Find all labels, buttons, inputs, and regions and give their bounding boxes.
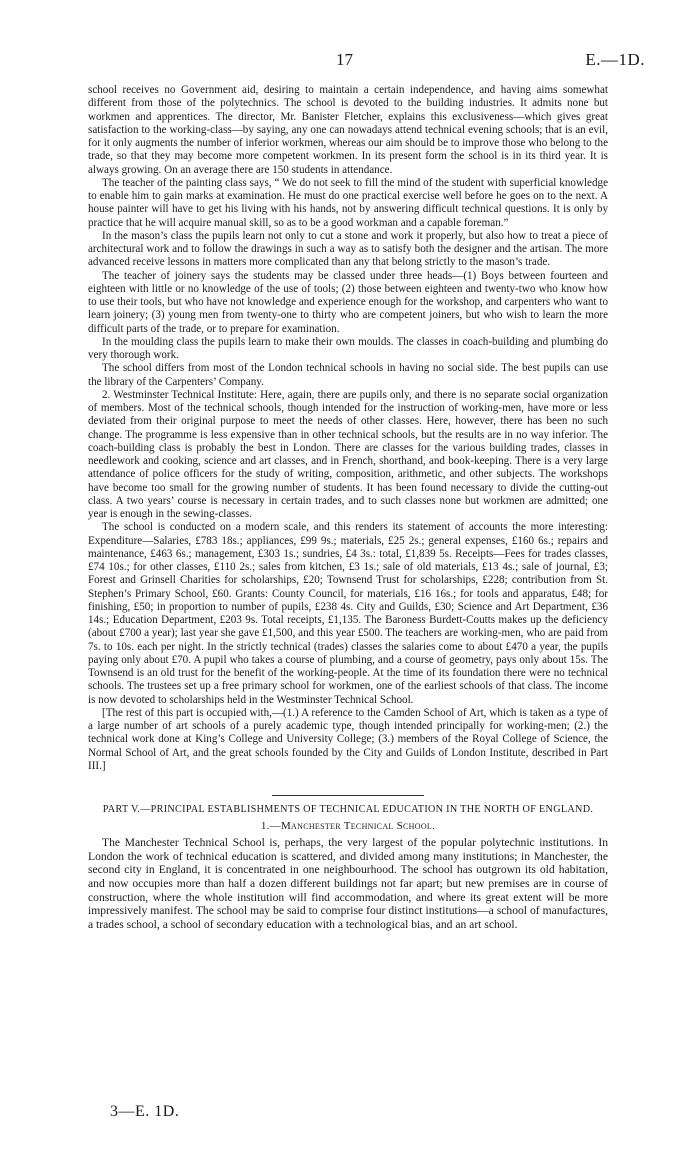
- paragraph: The Manchester Technical School is, perhaps, the very largest of the popular polytechnic institutions. In London the work of technical education is scattered, and divided among many institutions; in Manchester, the second city in England, it is concentrated in one neighbourhood. The school has outgrown its old habitation, and now occupies more than half a dozen different buildings not far apart; but new premises are in course of construction, where the whole institution will find accommodation, and where its great extent will be more impressively manifest. The school may be said to comprise four distinct institutions—a school of manufactures, a trades school, a school of secondary education with a technological bias, and an art school.: [88, 836, 608, 931]
- page-header: [0, 50, 700, 74]
- document-reference: E.—1D.: [585, 50, 645, 69]
- paragraph: 2. Westminster Technical Institute: Here, again, there are pupils only, and there is no separate social organization of members. Most of the technical schools, though intended for the instruction of working-men, have more or less deviated from their original purpose to meet the needs of other classes. Here, however, there has been no such change. The programme is less expensive than in other technical schools, but the results are in no way inferior. The coach-building class is probably the best in London. There are classes for the various building trades, classes in needlework and cooking, science and art classes, and in French, shorthand, and book-keeping. There is a very large attendance of police officers for the study of writing, composition, arithmetic, and other subjects. The workshops have become too small for the growing number of students. It has been found necessary to divide the cutting-out class. A two years’ course is necessary in certain trades, and to such classes none but workmen are admitted; one year is enough in the sewing-classes.: [88, 388, 608, 520]
- paragraph: In the moulding class the pupils learn to make their own moulds. The classes in coach-building and plumbing do very thorough work.: [88, 335, 608, 361]
- paragraph: school receives no Government aid, desiring to maintain a certain independence, and having aims somewhat different from those of the polytechnics. The school is devoted to the building industries. It admits none but workmen and apprentices. The director, Mr. Banister Fletcher, explains this exclusiveness—which gives great satisfaction to the working-class—by saying, any one can nowadays attend technical evening schools; that is an evil, for it only augments the number of inferior workmen, whereas our aim should be to improve those who belong to the trade, so that they may become more competent workmen. In its present form the school is in its third year. It is always growing. On an average there are 150 students in attendance.: [88, 84, 608, 176]
- page-number: 17: [336, 50, 353, 69]
- signature-mark: 3—E. 1D.: [110, 1103, 180, 1120]
- part-heading: PART V.—PRINCIPAL ESTABLISHMENTS OF TECHNICAL EDUCATION IN THE NORTH OF ENGLAND.: [102, 804, 594, 815]
- paragraph: The teacher of the painting class says, “ We do not seek to fill the mind of the student with superficial knowledge to enable him to gain marks at examination. He must do one practical exercise well before he goes on to the next. A house painter will have to get his living with his hands, not by answering difficult technical questions. It is only by practice that he will acquire manual skill, so as to be a good workman and a capable foreman.”: [88, 176, 608, 229]
- section-divider: [272, 795, 424, 796]
- section-subheading: 1.—Manchester Technical School.: [260, 820, 436, 832]
- paragraph: In the mason’s class the pupils learn not only to cut a stone and work it properly, but also how to treat a piece of architectural work and to follow the drawings in such a way as to satisfy both the designer and the artisan. The more advanced receive lessons in matters more complicated than any that belong strictly to the mason’s trade.: [88, 229, 608, 269]
- paragraph: [The rest of this part is occupied with,—(1.) A reference to the Camden School of Art, which is taken as a type of a large number of art schools of a purely academic type, though intended principally for working-men; (2.) the technical work done at King’s College and University College; (3.) members of the Royal College of Science, the Normal School of Art, and the great schools founded by the City and Guilds of London Institute, described in Part III.]: [88, 706, 608, 772]
- paragraph: The school differs from most of the London technical schools in having no social side. The best pupils can use the library of the Carpenters’ Company.: [88, 362, 608, 388]
- body-text: [88, 84, 608, 931]
- paragraph: The school is conducted on a modern scale, and this renders its statement of accounts the more interesting: Expenditure—Salaries, £783 18s.; appliances, £99 9s.; materials, £25 2s.; general expenses, £160 6s.; repairs and maintenance, £463 6s.; management, £303 1s.; sundries, £4 3s.: total, £1,839 5s. Receipts—Fees for trades classes, £74 10s.; for other classes, £110 2s.; sales from kitchen, £3 1s.; sale of old materials, £13 4s.; sale of journal, £3; Forest and Grinsell Charities for scholarships, £20; Townsend Trust for scholarships, £228; contribution from St. Stephen’s Primary School, £60. Grants: County Council, for materials, £16 16s.; for tools and apparatus, £48; for finishing, £50; in proportion to number of pupils, £238 4s. City and Guilds, £30; Science and Art Department, £36 14s.; Education Department, £203 9s. Total receipts, £1,135. The Baroness Burdett-Coutts makes up the deficiency (about £700 a year); last year she gave £1,500, and this year £500. The teachers are working-men, who are paid from 7s. to 10s. each per night. In the strictly technical (trades) classes the salaries come to about £470 a year, the pupils paying only about £70. A pupil who takes a course of plumbing, and a course of geometry, pays only about 15s. The Townsend is an old trust for the benefit of the working-people. At the time of its foundation there were no technical schools. The trustees set up a free primary school for workmen, one of the earliest schools of that class. The income is now devoted to scholarships held in the Westminster Technical School.: [88, 521, 608, 706]
- paragraph: The teacher of joinery says the students may be classed under three heads—(1) Boys between fourteen and eighteen with little or no knowledge of the use of tools; (2) those between eighteen and twenty-two who know how to use their tools, but who have not knowledge and experience enough for the workshop, and carpenters who want to learn joinery; (3) young men from twenty-one to thirty who are competent joiners, but who wish to learn the more difficult parts of the trade, or to prepare for examination.: [88, 269, 608, 335]
